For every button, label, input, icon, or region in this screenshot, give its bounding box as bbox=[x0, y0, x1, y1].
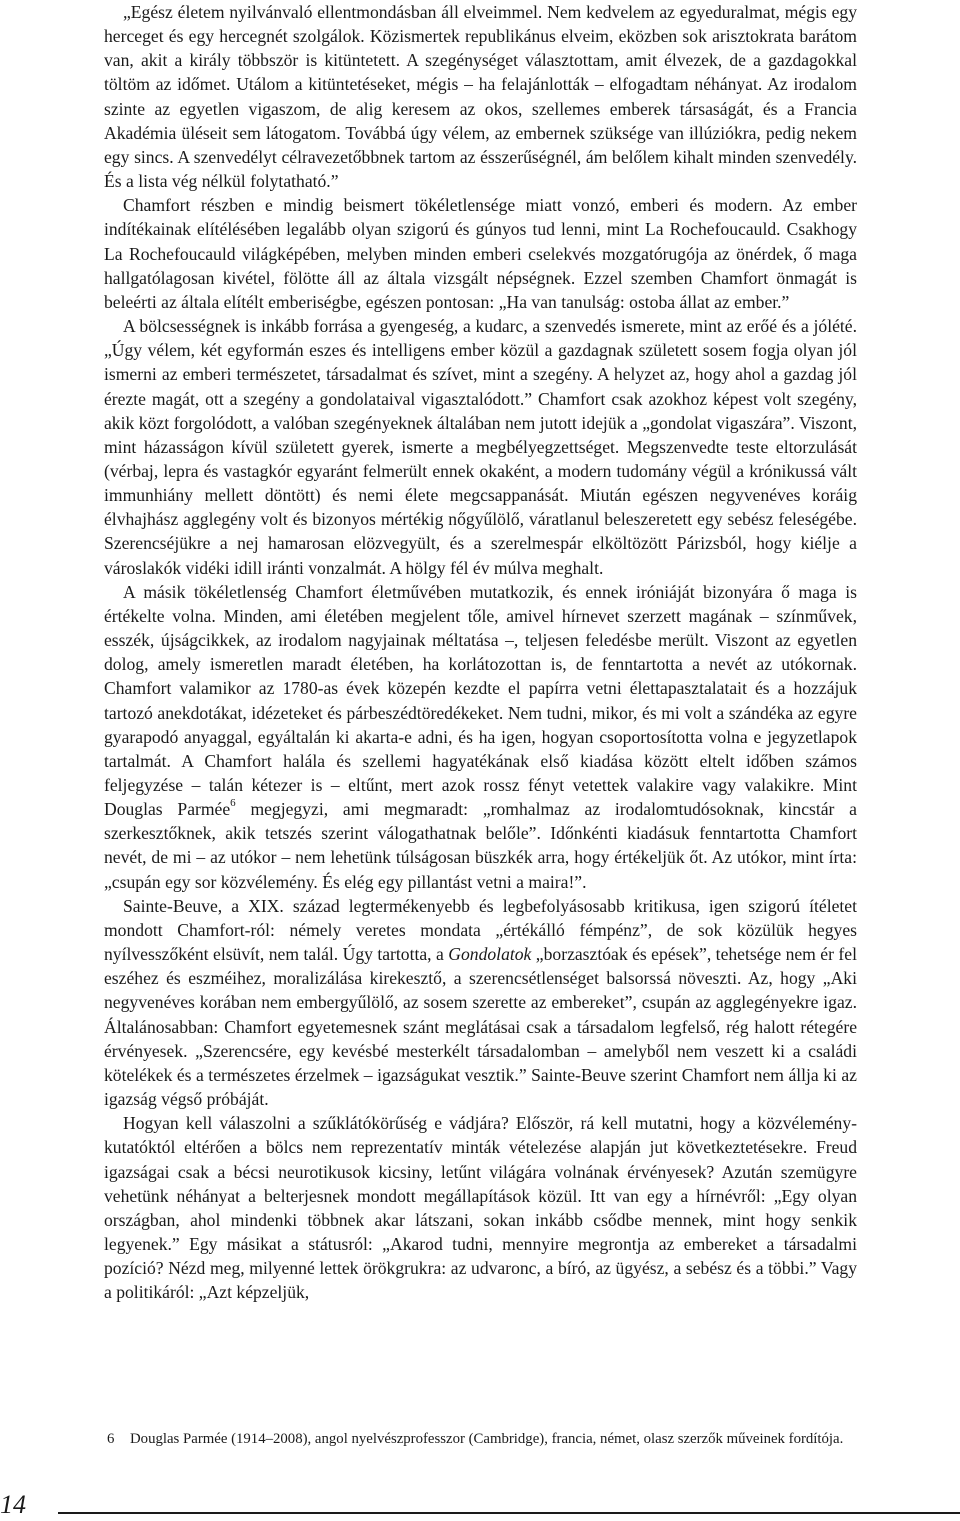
footer-rule bbox=[58, 1512, 960, 1514]
paragraph-3-text: A bölcsességnek is inkább forrása a gyengeség, a kudarc, a szenvedés ismerete, mint az erőé és a jólété. „Úgy vélem, két egyformán eszes és intelligens ember közül a gazdagnak született sosem fogja olyan jól ismerni az emberi természetet, társadalmat és szívet, mint a szegény. A helyzet az, hogy ahol a gazdag jól érezte magát, ott a szegény a gondolataival vigasztalódott.” Chamfort csak azokhoz képest volt szegény, akik közt forgolódott, a valóban szegényeknek általában nem jutott idejük a „gondolat vigaszára”. Viszont, mint házasságon kívül született gyerek, ismerte a megbélyegzettséget. Megszenvedte teste eltorzulását (vérbaj, lepra és vastagkór egyaránt felmerült ennek okaként, a modern tudomány végül a krónikussá vált immunhiány mellett döntött) és nemi élete megcsappanását. Miután egészen negyvenéves koráig élvhajhász agglegény volt és bizonyos mértékig nőgyűlölő, váratlanul beleszeretett egy sebész feleségébe. Szerencséjükre a nej hamarosan elözvegyült, és a szerelmespár elköltözött Párizsból, hogy kiélje a városlakók vidéki idill iránti vonzalmát. A hölgy fél év múlva meghalt. bbox=[104, 316, 857, 578]
paragraph-6-text: Hogyan kell válaszolni a szűklátókörűség e vádjára? Először, rá kell mutatni, hogy a közvélemény-kutatóktól eltérően a bölcs nem reprezentatív minták vételezése alapján jut következtetésekre. Freud igazságai csak a bécsi neurotikusok kicsiny, letűnt világára volnának érvényesek? Azután szemügyre vehetünk néhányat a belterjesnek mondott megállapítások közül. Itt van egy a hírnévről: „Egy olyan országban, ahol mindenki többnek akar látszani, sokan inkább csődbe mennek, mint hogy senkik legyenek.” Egy másikat a státusról: „Akarod tudni, mennyire megrontja az embereket a társadalmi pozíció? Nézd meg, milyenné lettek örökgrukra: az udvaronc, a bíró, az ügyész, a sebész és a többi.” Vagy a politikáról: „Azt képzeljük, bbox=[104, 1113, 857, 1303]
paragraph-5 bbox=[104, 894, 857, 1111]
paragraph-1-text: „Egész életem nyilvánvaló ellentmondásban áll elveimmel. Nem kedvelem az egyeduralmat, mégis egy herceget és egy hercegnét szolgálok. Közismertek republikánus elveim, eközben sok arisztokrata barátom van, akit a király többször is kitüntetett. A szegénységet választottam, amit élvezek, de a gazdagokkal töltöm az időmet. Utálom a kitüntetéseket, mégis – ha felajánlották – elfogadtam néhányat. Az irodalom szinte az egyetlen vigaszom, de alig keresem az okos, szellemes emberek társaságát, és a Francia Akadémia üléseit sem látogatom. Továbbá úgy vélem, az embernek szüksége van illúziókra, pedig nekem egy sincs. A szenvedélyt célravezetőbbnek tartom az ésszerűségnél, ám belőlem kihalt minden szenvedély. És a lista vég nélkül folytatható.” bbox=[104, 2, 857, 192]
footnote-number: 6 bbox=[107, 1431, 115, 1447]
footnote-area bbox=[104, 1428, 864, 1450]
footnote-text: Douglas Parmée (1914–2008), angol nyelvészprofesszor (Cambridge), francia, német, olasz szerzők műveinek fordítója. bbox=[130, 1431, 844, 1447]
paragraph-1 bbox=[104, 0, 857, 193]
main-text bbox=[104, 0, 857, 1304]
footnote-reference[interactable]: 6 bbox=[230, 797, 236, 810]
work-title: Gondolatok bbox=[448, 944, 532, 965]
paragraph-2 bbox=[104, 193, 857, 314]
page-number: 14 bbox=[0, 1490, 26, 1519]
paragraph-4 bbox=[104, 580, 857, 894]
paragraph-4-text-a: A másik tökéletlenség Chamfort életművében mutatkozik, és ennek iróniáját bizonyára ő maga is értékelte volna. Minden, ami életében megjelent tőle, amivel hírnevet szerzett magának – színművek, esszék, újságcikkek, az irodalom nagyjainak méltatása –, teljesen feledésbe merült. Viszont az egyetlen dolog, amely ismeretlen maradt életében, ha korlátozottan is, de fenntartotta a nevét az utókornak. Chamfort valamikor az 1780-as évek közepén kezdte el papírra vetni élettapasztalatait és a hozzájuk tartozó anekdotákat, idézeteket és párbeszédtöredékeket. Nem tudni, mikor, és mi volt a szándéka az egyre gyarapodó anyaggal, egyáltalán ki akarta-e adni, és ha igen, hogyan csoportosította volna e jegyzetlapok tartalmát. A Chamfort halála és szellemi hagyatékának első kiadása között eltelt időben számos feljegyzése – talán kétezer is – eltűnt, mert azok rossz fényt vetettek valakire vagy valakikre. Mint Douglas Parmée bbox=[104, 581, 857, 820]
paragraph-5-text-a: Sainte-Beuve, a XIX. század legtermékenyebb és legbefolyásosabb kritikusa, igen szigorú ítéletet mondott Chamfort-ról: némely veretes mondata „értékálló fémpénz”, de sok közülük hegyes nyílvesszőként elsüvít, nem talál. Úgy tartotta, a bbox=[104, 895, 857, 965]
paragraph-4-text-b: megjegyzi, ami megmaradt: „romhalmaz az irodalomtudósoknak, kincstár a szerkesztőknek, akik tetszés szerint válogathatnak belőle”. Időnkénti kiadásuk fenntartotta Chamfort nevét, de mi – az utókor – nem lehetünk túlságosan büszkék arra, hogy értékeljük őt. Az utókor, mint írta: „csupán egy sor közvélemény. És elég egy pillantást vetni a maira!”. bbox=[104, 799, 857, 892]
paragraph-6 bbox=[104, 1111, 857, 1304]
paragraph-2-text: Chamfort részben e mindig beismert tökéletlensége miatt vonzó, emberi és modern. Az ember indítékainak elítélésében legalább olyan szigorú és gúnyos tud lenni, mint La Rochefoucauld. Csakhogy La Rochefoucauld világképében, melyben minden emberi cselekvés mozgatórugója az önérdek, ő maga hallgatólagosan kivétel, fölötte áll az általa vizsgált népségnek. Ezzel szemben Chamfort önmagát is beleérti az általa elítélt emberiségbe, egészen pontosan: „Ha van tanulság: ostoba állat az ember.” bbox=[104, 195, 857, 312]
paragraph-5-text-b: „borzasztóak és epések”, tehetsége nem ér fel eszéhez és eszméihez, moralizálása kirekesztő, a szerencsétlenséget balsorssá növeszti. Az, hogy „Aki negyvenéves korában nem embergyűlölő, az sosem szerette az embereket”, csupán az agglegényekre igaz. Általánosabban: Chamfort egyetemesnek szánt meglátásai csak a társadalom legfelső, rég halott rétegére érvényesek. „Szerencsére, egy kevésbé mesterkélt társadalomban – amelyből nem veszett ki a családi kötelékek és a természetes érzelmek – igazságukat vesztik.” Sainte-Beuve szerint Chamfort nem állja ki az igazság végső próbáját. bbox=[104, 944, 857, 1110]
footnote bbox=[104, 1428, 864, 1450]
paragraph-3 bbox=[104, 314, 857, 580]
